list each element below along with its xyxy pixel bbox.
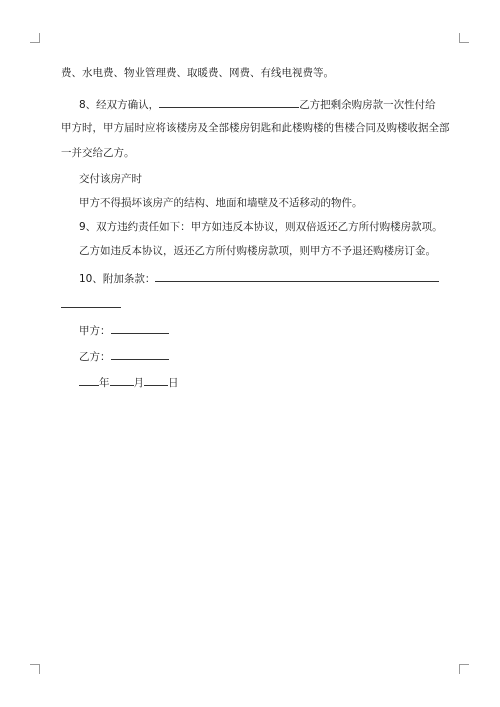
item-8-line-3: 一并交给乙方。 xyxy=(61,147,135,159)
item-10-blank[interactable] xyxy=(155,270,439,282)
date-month-label: 月 xyxy=(133,377,144,389)
item-9-line-2: 乙方如违反本协议，返还乙方所付购楼房款项，则甲方不予退还购楼房订金。 xyxy=(79,245,436,257)
item-9-line-1: 9、双方违约责任如下：甲方如违反本协议，则双倍返还乙方所付购楼房款项。 xyxy=(79,221,443,233)
item-8-line-2: 甲方时，甲方届时应将该楼房及全部楼房钥匙和此楼购楼的售楼合同及购楼收据全部 xyxy=(61,122,450,134)
date-day-blank[interactable] xyxy=(144,374,168,386)
date-year-label: 年 xyxy=(99,377,110,389)
date-year-blank[interactable] xyxy=(79,374,99,386)
page-corner-mark-bottom-left xyxy=(30,664,40,674)
item-10-label: 10、附加条款： xyxy=(79,273,156,285)
fees-line: 费、水电费、物业管理费、取暖费、网费、有线电视费等。 xyxy=(61,67,334,79)
item-10-line xyxy=(79,270,439,286)
page-corner-mark-top-left xyxy=(30,33,40,43)
party-a-label: 甲方： xyxy=(79,325,111,337)
party-a-line xyxy=(79,322,169,338)
party-b-signature-blank[interactable] xyxy=(111,348,169,360)
delivery-heading: 交付该房产时 xyxy=(79,173,142,185)
date-line xyxy=(79,374,179,390)
party-b-line xyxy=(79,348,169,364)
date-day-label: 日 xyxy=(168,377,179,389)
item-8-prefix: 8、经双方确认， xyxy=(79,99,160,111)
item-10-continuation-blank[interactable] xyxy=(61,307,121,308)
party-b-label: 乙方： xyxy=(79,351,111,363)
item-8-line-1 xyxy=(79,96,436,112)
page-corner-mark-bottom-right xyxy=(459,664,469,674)
delivery-text: 甲方不得损坏该房产的结构、地面和墙壁及不适移动的物件。 xyxy=(79,197,363,209)
item-8-blank[interactable] xyxy=(159,96,299,108)
party-a-signature-blank[interactable] xyxy=(111,322,169,334)
item-8-suffix: 乙方把剩余购房款一次性付给 xyxy=(299,99,436,111)
date-month-blank[interactable] xyxy=(110,374,134,386)
page-corner-mark-top-right xyxy=(459,33,469,43)
